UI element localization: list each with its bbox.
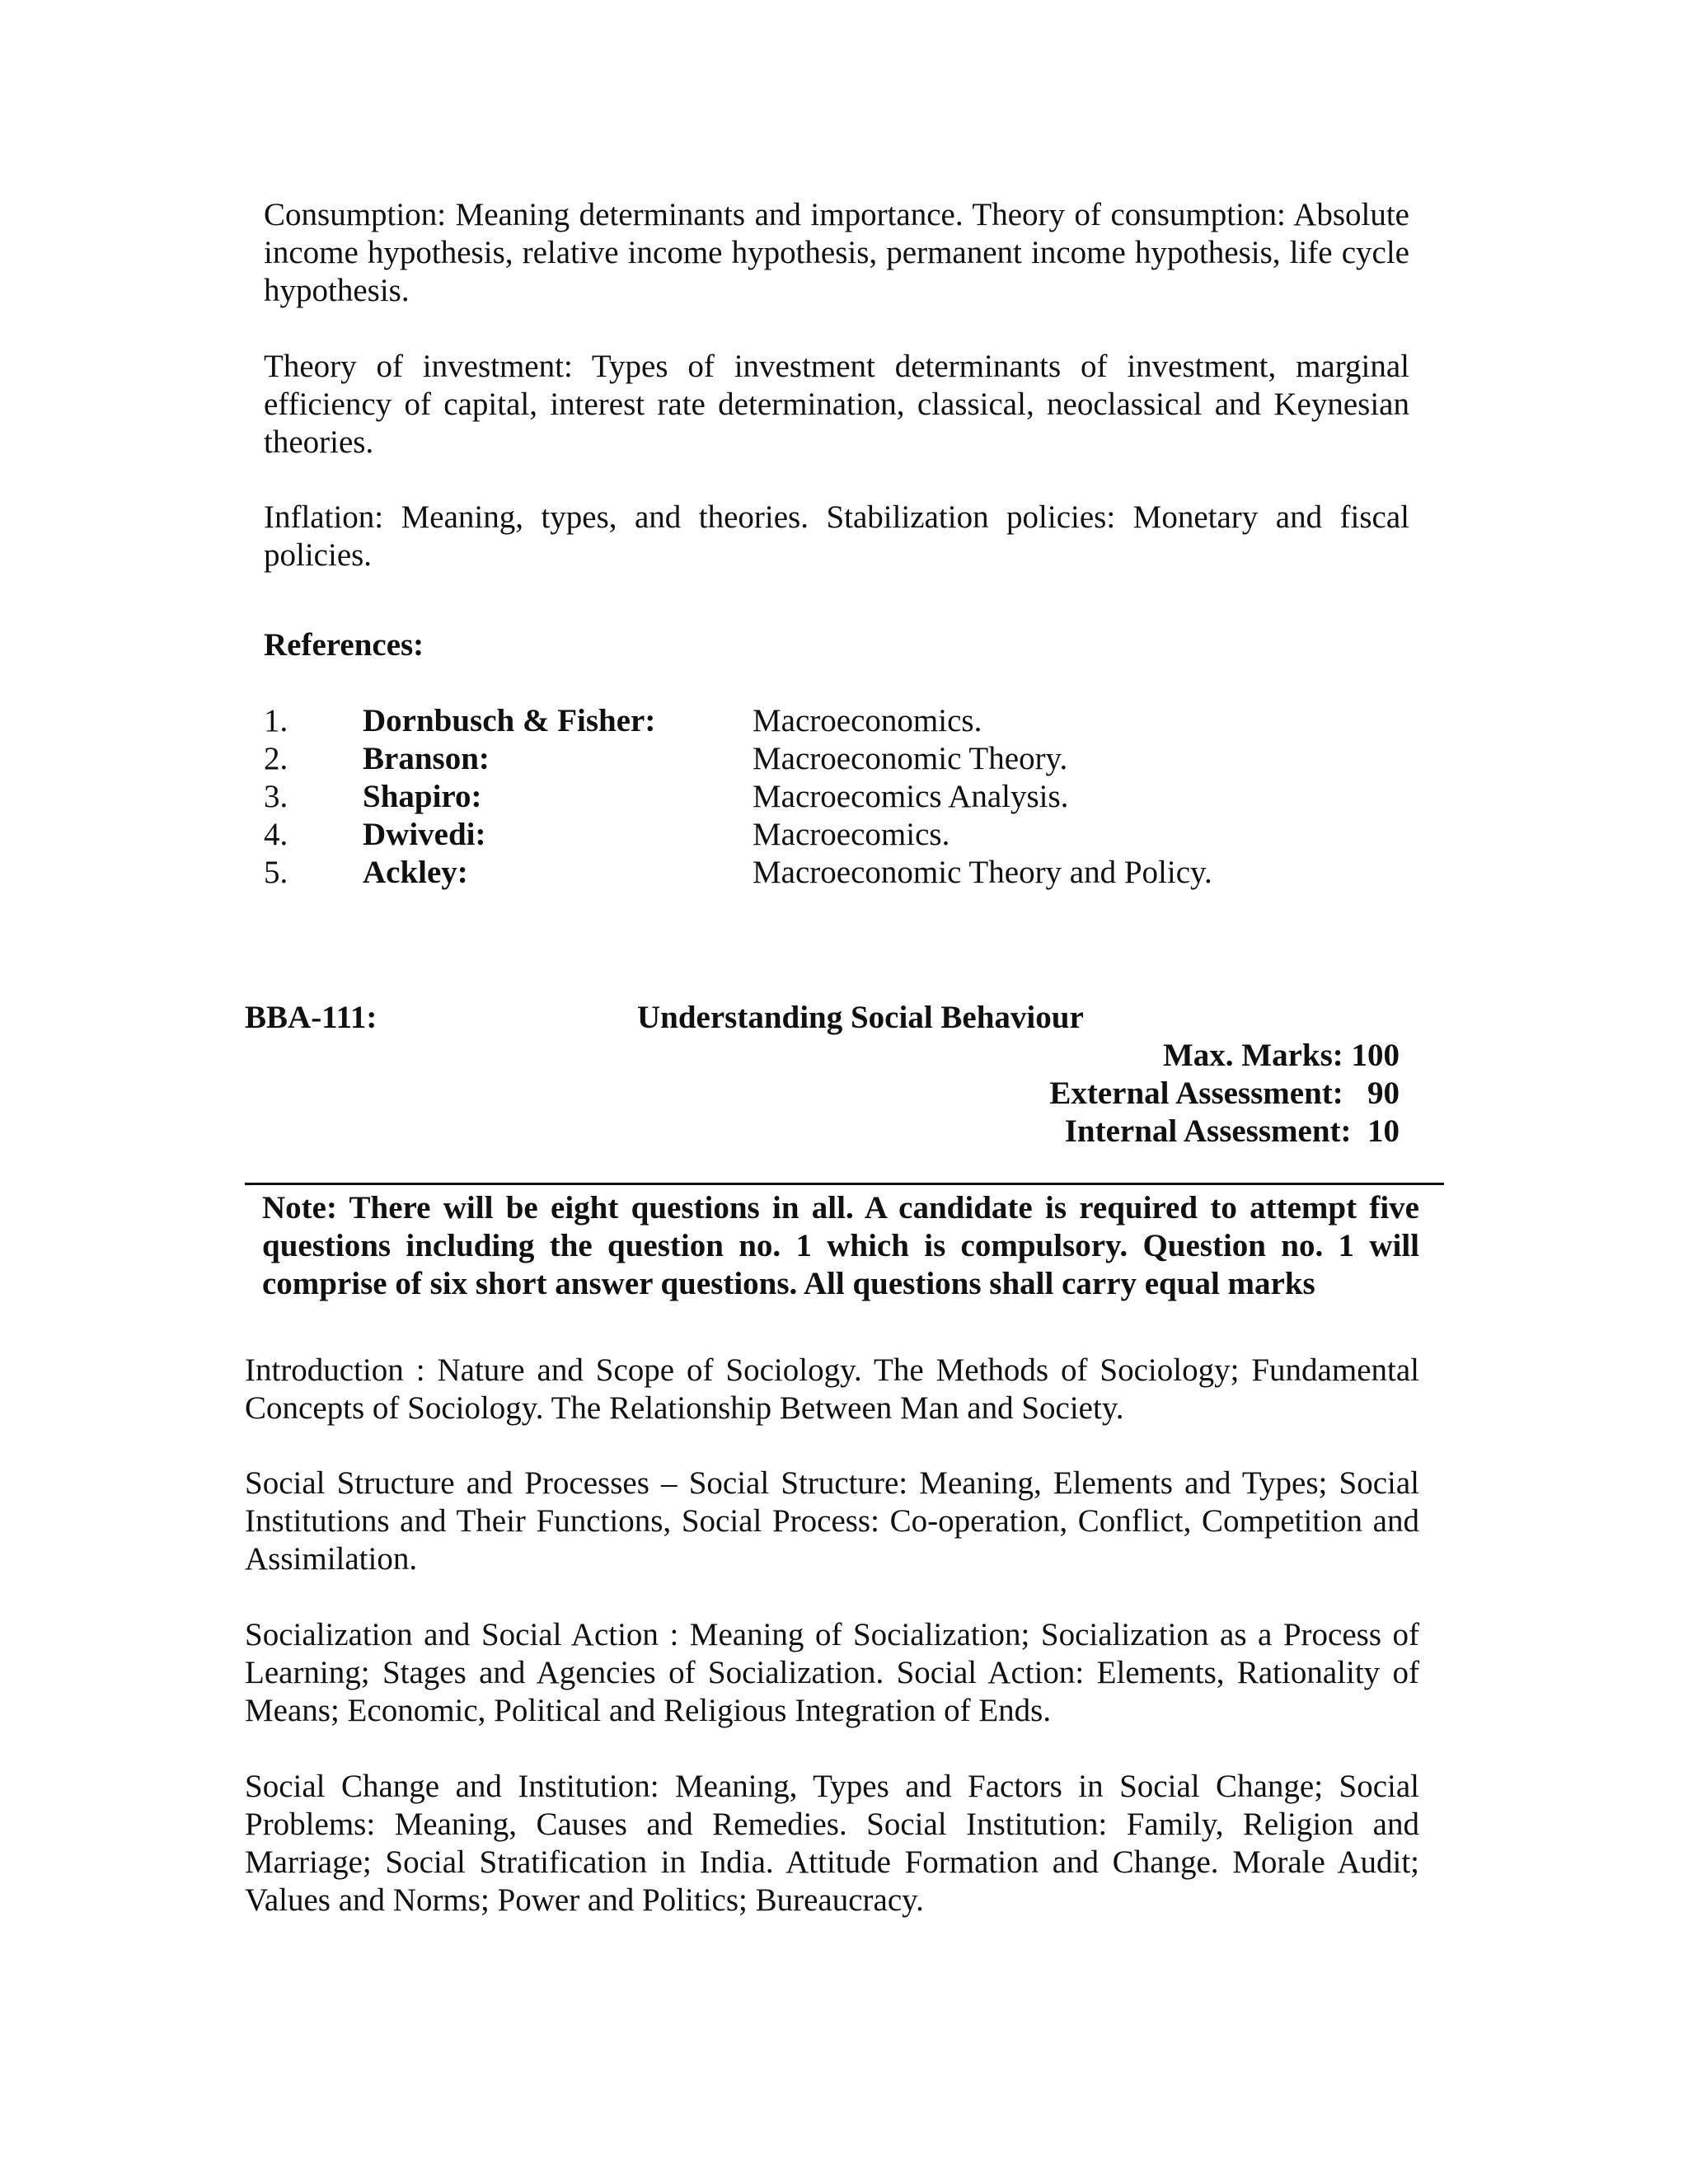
- references-heading: References:: [264, 627, 424, 663]
- reference-author: Dornbusch & Fisher:: [363, 703, 656, 738]
- paragraph-inflation: Inflation: Meaning, types, and theories. Stabilization policies: Monetary and fiscal policies.: [264, 499, 1409, 573]
- reference-title: Macroeconomic Theory.: [753, 741, 1068, 776]
- exam-note: Note: There will be eight questions in all. A candidate is required to attempt five questions including the question no. 1 which is compulsory. Question no. 1 will comprise of six short answer questions. All questions shall carry equal marks: [262, 1190, 1419, 1301]
- reference-number: 2.: [264, 741, 288, 776]
- reference-title: Macroeconomics.: [753, 703, 982, 738]
- reference-item: [264, 854, 1335, 892]
- references-list: [264, 702, 1335, 892]
- internal-assessment: Internal Assessment: 10: [1064, 1113, 1400, 1149]
- reference-author: Ackley:: [363, 855, 468, 890]
- reference-number: 5.: [264, 855, 288, 890]
- course-title: Understanding Social Behaviour: [637, 1000, 1084, 1035]
- paragraph-social-change: Social Change and Institution: Meaning, Types and Factors in Social Change; Social Problems: Meaning, Causes and Remedies. Social Institution: Family, Religion and Marriage; Social Stratification in India. Attitude Formation and Change. Morale Audit; Values and Norms; Power and Politics; Bureaucracy.: [245, 1769, 1419, 1918]
- reference-item: [264, 702, 1335, 740]
- course-code: BBA-111:: [245, 1000, 377, 1035]
- paragraph-social-structure: Social Structure and Processes – Social Structure: Meaning, Elements and Types; Social Institutions and Their Functions, Social Process: Co-operation, Conflict, Competition and Assimilation.: [245, 1465, 1419, 1577]
- paragraph-socialization: Socialization and Social Action : Meaning of Socialization; Socialization as a Process of Learning; Stages and Agencies of Socialization. Social Action: Elements, Rationality of Means; Economic, Political and Religious Integration of Ends.: [245, 1617, 1419, 1728]
- reference-title: Macroecomics.: [753, 817, 950, 852]
- paragraph-consumption: Consumption: Meaning determinants and importance. Theory of consumption: Absolute income hypothesis, relative income hypothesis, permanent income hypothesis, life cycle hypothesis.: [264, 197, 1409, 308]
- reference-title: Macroeconomic Theory and Policy.: [753, 855, 1212, 890]
- paragraph-investment: Theory of investment: Types of investment determinants of investment, marginal efficiency of capital, interest rate determination, classical, neoclassical and Keynesian theories.: [264, 349, 1409, 460]
- external-assessment: External Assessment: 90: [1049, 1076, 1400, 1111]
- reference-author: Shapiro:: [363, 779, 482, 814]
- reference-item: [264, 816, 1335, 854]
- reference-item: [264, 740, 1335, 778]
- reference-author: Branson:: [363, 741, 490, 776]
- reference-title: Macroecomics Analysis.: [753, 779, 1069, 814]
- max-marks: Max. Marks: 100: [1162, 1038, 1400, 1073]
- reference-author: Dwivedi:: [363, 817, 486, 852]
- reference-number: 3.: [264, 779, 288, 814]
- reference-item: [264, 778, 1335, 816]
- horizontal-rule: [245, 1183, 1444, 1185]
- paragraph-introduction: Introduction : Nature and Scope of Sociology. The Methods of Sociology; Fundamental Concepts of Sociology. The Relationship Between Man and Society.: [245, 1352, 1419, 1426]
- reference-number: 1.: [264, 703, 288, 738]
- reference-number: 4.: [264, 817, 288, 852]
